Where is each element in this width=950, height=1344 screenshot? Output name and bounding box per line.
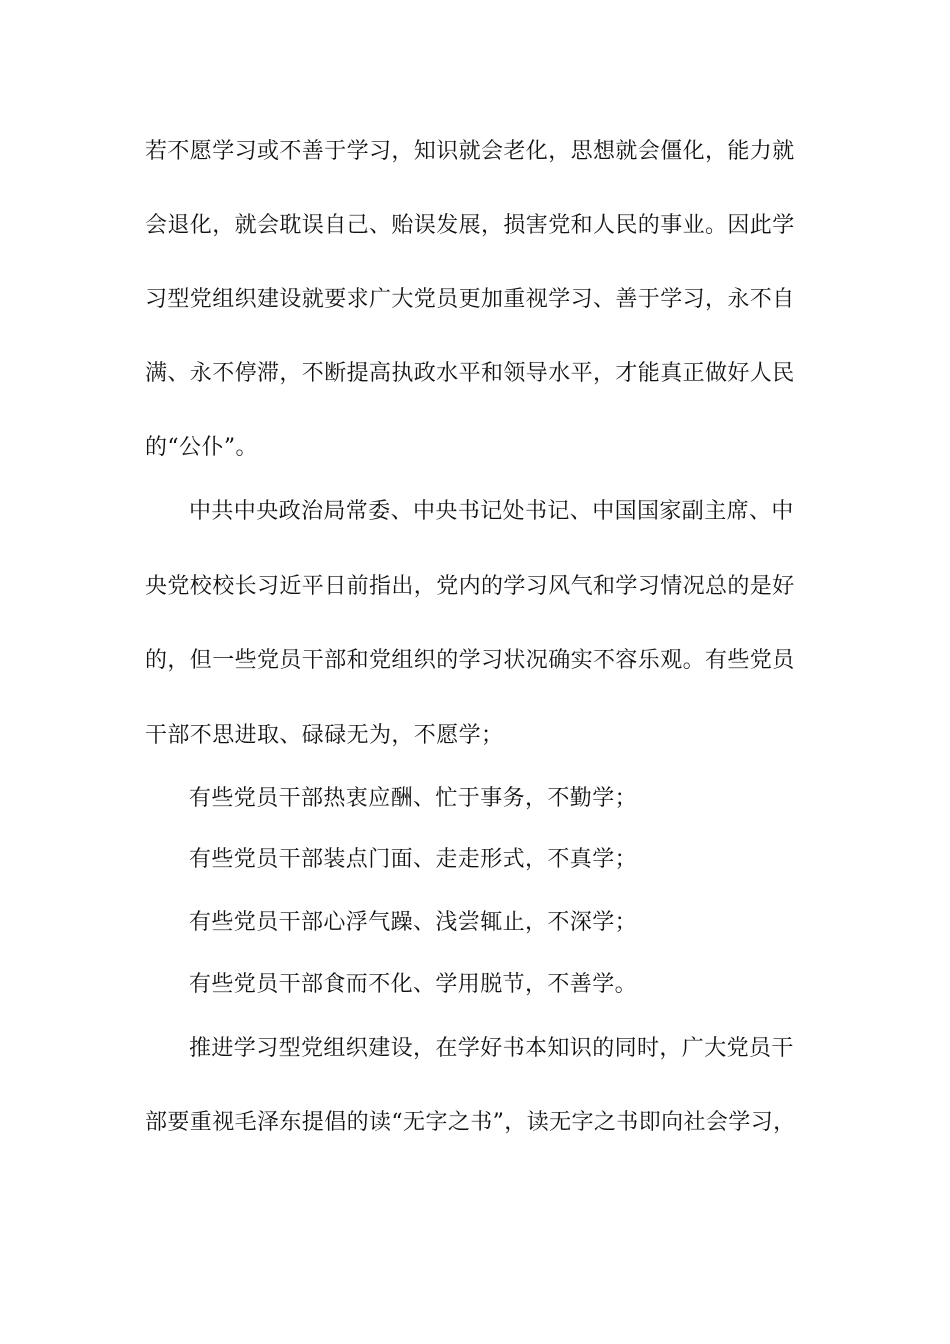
text-line: 会退化，就会耽误自己、贻误发展，损害党和人民的事业。因此学 — [145, 213, 795, 238]
text-line: 中共中央政治局常委、中央书记处书记、中国国家副主席、中 — [189, 499, 794, 524]
text-line: 部要重视毛泽东提倡的读“无字之书”，读无字之书即向社会学习， — [145, 1110, 796, 1135]
text-line: 有些党员干部食而不化、学用脱节，不善学。 — [189, 972, 638, 997]
text-line: 若不愿学习或不善于学习，知识就会老化，思想就会僵化，能力就 — [145, 139, 795, 164]
text-line: 推进学习型党组织建设，在学好书本知识的同时，广大党员干 — [189, 1036, 794, 1061]
text-line: 干部不思进取、碌碌无为，不愿学； — [145, 723, 504, 748]
text-line: 的，但一些党员干部和党组织的学习状况确实不容乐观。有些党员 — [145, 648, 795, 673]
text-line: 的“公仆”。 — [145, 435, 258, 460]
text-line: 有些党员干部热衷应酬、忙于事务，不勤学； — [189, 786, 638, 811]
text-line: 有些党员干部装点门面、走走形式，不真学； — [189, 847, 638, 872]
text-line: 习型党组织建设就要求广大党员更加重视学习、善于学习，永不自 — [145, 287, 795, 312]
text-line: 有些党员干部心浮气躁、浅尝辄止，不深学； — [189, 910, 638, 935]
text-line: 央党校校长习近平日前指出，党内的学习风气和学习情况总的是好 — [145, 574, 795, 599]
text-line: 满、永不停滞，不断提高执政水平和领导水平，才能真正做好人民 — [145, 361, 795, 386]
